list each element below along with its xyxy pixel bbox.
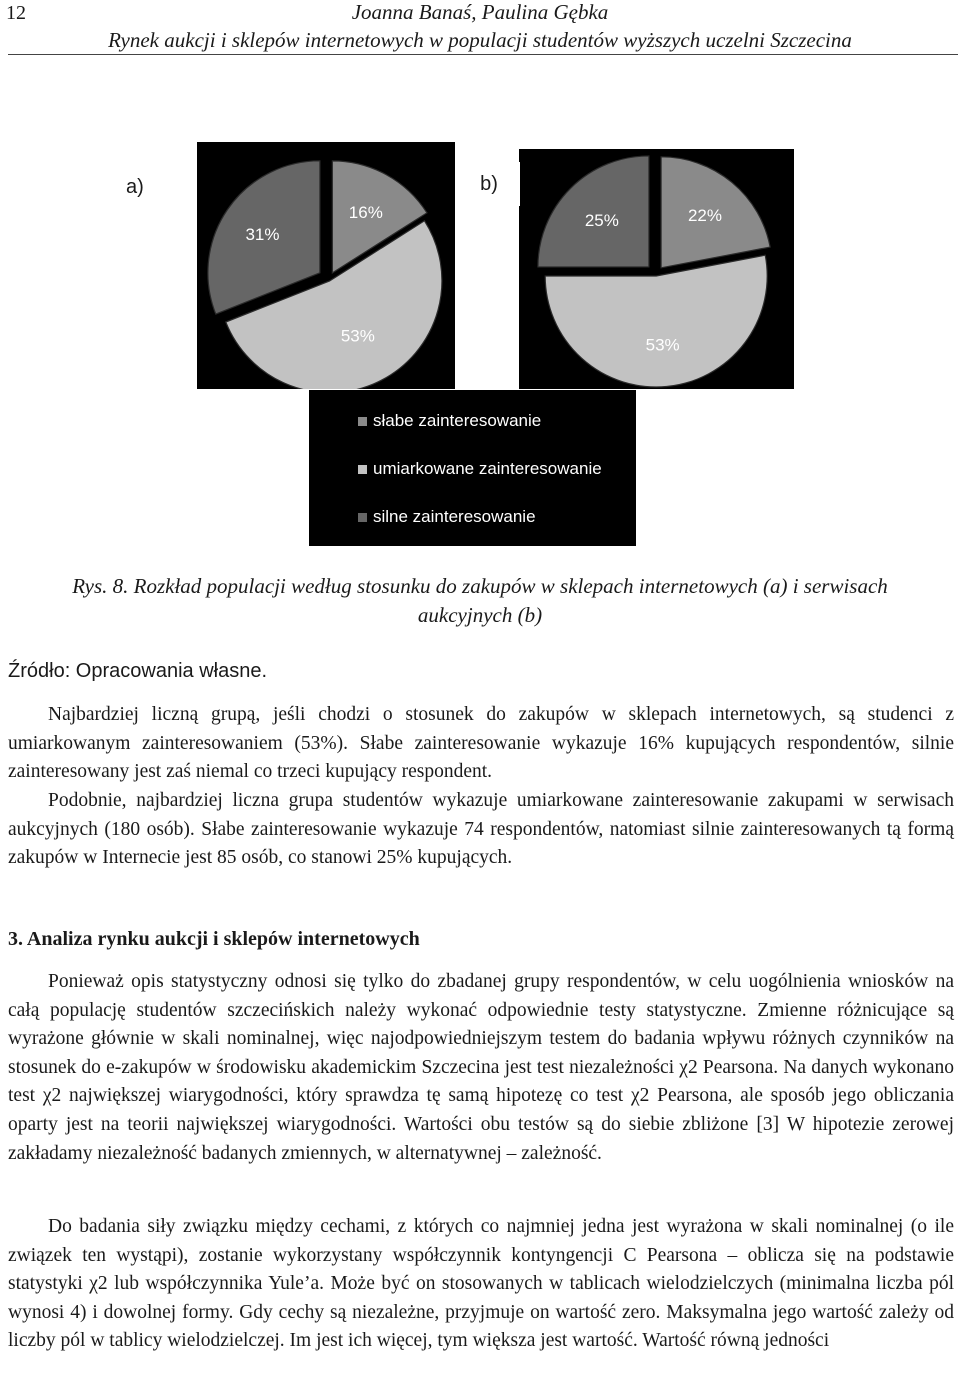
header-divider: [8, 54, 958, 55]
panel-label-a: a): [126, 176, 144, 198]
legend-item-strong: [358, 507, 536, 527]
pie-slice-label: 53%: [340, 326, 375, 346]
figure-caption-line-1: Rys. 8. Rozkład populacji według stosunku do zakupów w sklepach internetowych (a) i serwisach: [72, 574, 888, 598]
legend-label-moderate: umiarkowane zainteresowanie: [373, 459, 602, 478]
pie-slice-moderate: [545, 255, 767, 387]
pie-slice-label: 31%: [245, 224, 280, 244]
section-heading: 3. Analiza rynku aukcji i sklepów internetowych: [8, 928, 420, 950]
pie-chart-a-panel: [197, 142, 455, 389]
page-number: 12: [6, 2, 26, 24]
paragraph-2: Podobnie, najbardziej liczna grupa studentów wykazuje umiarkowane zainteresowanie zakupami w serwisach aukcyjnych (180 osób). Słabe zainteresowanie wykazuje 74 respondentów, natomiast silnie zainteresowanych tą formą zakupów w Internecie jest 85 osób, co stanowi 25% kupujących.: [8, 790, 954, 869]
paragraph-1: Najbardziej liczną grupą, jeśli chodzi o stosunek do zakupów w sklepach internetowych, są studenci z umiarkowanym zainteresowaniem (53%). Słabe zainteresowanie wykazuje 16% kupujących respondentów, silnie zainteresowany jest zaś niemal co trzeci kupujący respondent.: [8, 704, 954, 783]
paragraph-4: Do badania siły związku między cechami, z których co najmniej jedna jest wyrażona w skali nominalnej (o ile związek ten wystąpi), zostanie wykorzystany współczynnik kontyngencji C Pearsona – oblicza się na podstawie statystyki χ2 lub współczynnika Yule’a. Może być on stosowanych w tablicach wielodzielczych (minimalna liczba pól wynosi 4) i dowolnej formy. Gdy cechy są niezależne, przyjmuje on wartość zero. Maksymalna jego wartość zależy od liczby pól w tablicy wielodzielczej. Im jest ich więcej, tym większa jest wartość. Wartość równą jedności: [8, 1216, 954, 1352]
legend-item-moderate: [358, 459, 602, 479]
figure-caption-line-2: aukcyjnych (b): [417, 603, 543, 627]
pie-chart-b: [519, 149, 794, 389]
pie-chart-a: [197, 142, 455, 389]
legend-label-strong: silne zainteresowanie: [373, 507, 536, 526]
pie-chart-b-panel: [519, 149, 794, 389]
running-header-title: Rynek aukcji i sklepów internetowych w populacji studentów wyższych uczelni Szczecina: [108, 28, 852, 52]
figure-source: Źródło: Opracowania własne.: [8, 660, 268, 682]
legend-swatch-weak: [358, 417, 367, 426]
paragraph-3: Ponieważ opis statystyczny odnosi się tylko do zbadanej grupy respondentów, w celu uogólnienia wniosków na całą populację studentów szczecińskich należy wykonać odpowiednie testy statystyczne. Zmienne różnicujące są wyrażone głównie w skali nominalnej, więc najodpowiedniejszym testem do badania wpływu różnych czynników na stosunek do e-zakupów w środowisku akademickim Szczecina jest test niezależności χ2 Pearsona. Na danych wykonano test χ2 największej wiarygodności, który sprawdza tę samą hipotezę co test χ2 Pearsona, ale sposób jego obliczania oparty jest na teorii największej wiarygodności. Wartości obu testów są do siebie zbliżone [3] W hipotezie zerowej zakładamy niezależność badanych zmiennych, w alternatywnej – zależność.: [8, 971, 954, 1164]
legend-item-weak: [358, 411, 541, 431]
running-header-authors: Joanna Banaś, Paulina Gębka: [351, 0, 609, 24]
panel-label-b: b): [458, 162, 520, 206]
pie-slice-label: 16%: [348, 203, 383, 223]
pie-slice-label: 25%: [584, 210, 619, 230]
pie-slice-label: 53%: [645, 335, 680, 355]
legend-label-weak: słabe zainteresowanie: [373, 411, 542, 430]
legend-swatch-strong: [358, 513, 367, 522]
legend-swatch-moderate: [358, 465, 367, 474]
pie-slice-label: 22%: [687, 205, 722, 225]
